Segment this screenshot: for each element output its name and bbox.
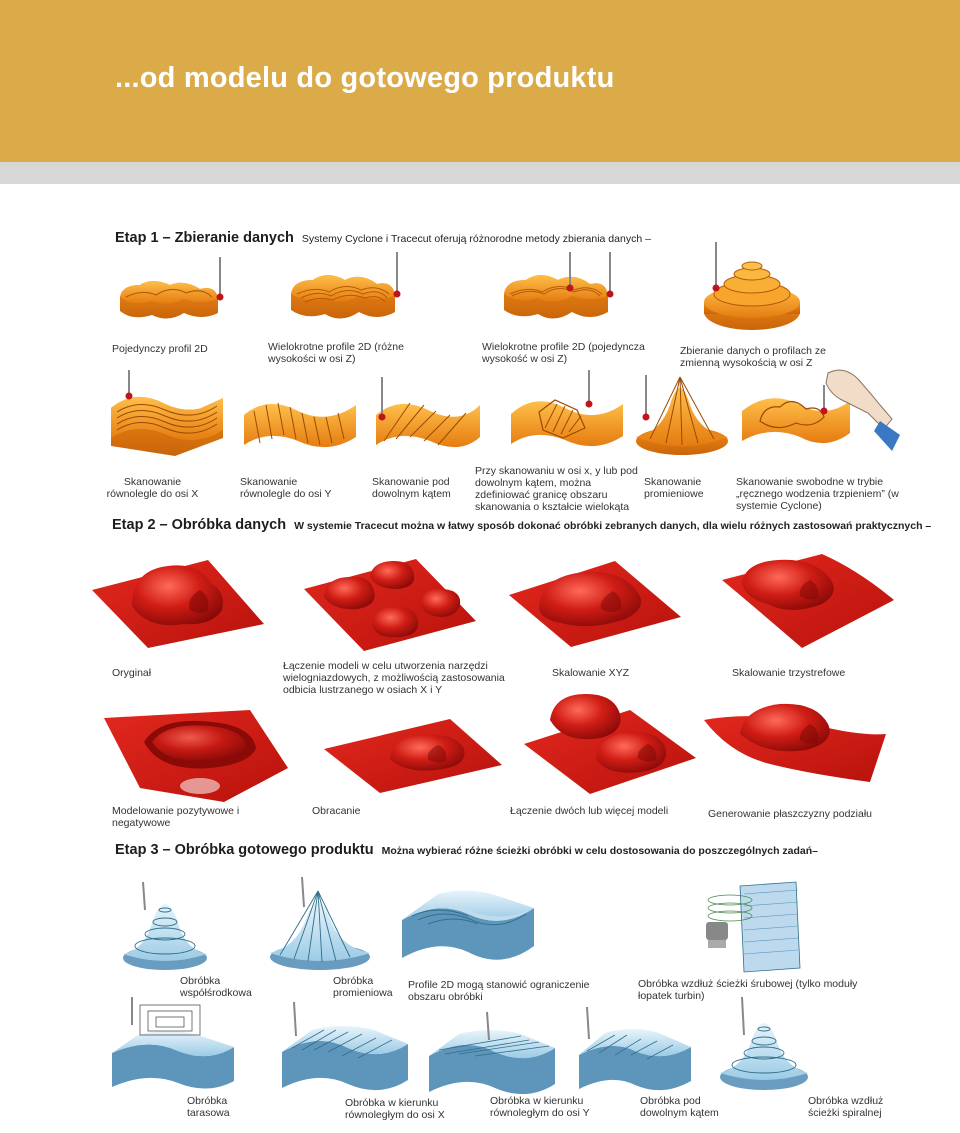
caption-e1-r2-6: Skanowanie swobodne w trybie „ręcznego wodzenia trzpieniem” (w systemie Cyclone): [736, 476, 899, 512]
title-banner: [0, 0, 960, 162]
caption-e3-r2-4: Obróbka pod dowolnym kątem: [640, 1095, 719, 1119]
illustration-concentric-machining: [115, 880, 215, 975]
illustration-parallel-y-machining: [425, 1010, 560, 1100]
etap2-heading: [112, 517, 931, 533]
illustration-xyz-scaling: [505, 545, 685, 650]
caption-e3-r2-1: Obróbka tarasowa: [187, 1095, 230, 1119]
illustration-spiral-machining: [712, 995, 817, 1095]
caption-e3-r1-1: Obróbka współśrodkowa: [180, 975, 252, 999]
caption-e1-r2-2: Skanowanie równolegle do osi Y: [240, 476, 332, 500]
etap2-title: Etap 2 – Obróbka danych: [112, 517, 287, 533]
caption-e1-r1-3: Wielokrotne profile 2D (pojedyncza wysokość w osi Z): [482, 341, 645, 365]
etap1-title: Etap 1 – Zbieranie danych: [115, 230, 294, 246]
caption-e1-r2-3: Skanowanie pod dowolnym kątem: [372, 476, 451, 500]
illustration-terrace-machining: [108, 995, 238, 1095]
caption-e1-r2-4: Przy skanowaniu w osi x, y lub pod dowolnym kątem, można zdefiniować granicę obszaru skanowania o kształcie wielokąta: [475, 465, 638, 513]
illustration-scan-any-angle: [370, 375, 485, 465]
caption-e2-r2-4: Generowanie płaszczyzny podziału: [708, 808, 873, 820]
illustration-scan-polygon-boundary: [505, 368, 630, 463]
caption-e1-r2-5: Skanowanie promieniowe: [644, 476, 704, 500]
etap3-heading: [115, 842, 818, 858]
illustration-rotation: [320, 715, 505, 795]
page-title: ...od modelu do gotowego produktu: [115, 62, 615, 94]
etap3-title: Etap 3 – Obróbka gotowego produktu: [115, 842, 374, 858]
illustration-single-2d-profile: [112, 255, 232, 335]
caption-e3-r2-5: Obróbka wzdłuż ścieżki spiralnej: [808, 1095, 884, 1119]
caption-e3-r1-4: Obróbka wzdłuż ścieżki śrubowej (tylko moduły łopatek turbin): [638, 978, 858, 1002]
illustration-parallel-x-machining: [278, 1000, 413, 1100]
caption-e3-r1-2: Obróbka promieniowa: [333, 975, 393, 999]
caption-e3-r2-2: Obróbka w kierunku równoległym do osi X: [345, 1097, 445, 1121]
illustration-any-angle-machining: [575, 1005, 695, 1100]
caption-e2-r2-2: Obracanie: [312, 805, 361, 817]
illustration-parting-plane: [700, 690, 890, 790]
caption-e2-r2-3: Łączenie dwóch lub więcej modeli: [510, 805, 669, 817]
caption-e2-r1-1: Oryginał: [112, 667, 152, 679]
caption-e2-r2-1: Modelowanie pozytywowe i negatywowe: [112, 805, 240, 829]
caption-e3-r1-3: Profile 2D mogą stanowić ograniczenie obszaru obróbki: [408, 979, 590, 1003]
illustration-multi-2d-profiles-single-z: [498, 250, 623, 335]
illustration-scan-parallel-y: [238, 375, 363, 465]
etap3-description: Można wybierać różne ścieżki obróbki w celu dostosowania do poszczególnych zadań–: [381, 845, 819, 857]
etap1-description: Systemy Cyclone i Tracecut oferują różnorodne metody zbierania danych –: [301, 233, 651, 245]
caption-e1-r2-1: Skanowanie równolegle do osi X: [106, 476, 199, 500]
illustration-scan-radial: [630, 365, 730, 465]
illustration-scan-freehand: [740, 365, 900, 465]
caption-e3-r2-3: Obróbka w kierunku równoległym do osi Y: [490, 1095, 590, 1119]
caption-e2-r1-4: Skalowanie trzystrefowe: [732, 667, 846, 679]
illustration-original-model: [88, 540, 268, 650]
illustration-join-models: [520, 688, 700, 798]
caption-e2-r1-3: Skalowanie XYZ: [552, 667, 630, 679]
caption-e1-r1-1: Pojedynczy profil 2D: [112, 343, 208, 355]
divider-band: [0, 162, 960, 184]
caption-e2-r1-2: Łączenie modeli w celu utworzenia narzędzi wielogniazdowych, z możliwością zastosowania odbicia lustrzanego w osiach X i Y: [283, 660, 505, 696]
illustration-scan-parallel-x: [105, 368, 230, 463]
illustration-2d-boundary-machining: [398, 880, 538, 975]
illustration-radial-machining: [260, 875, 380, 975]
etap2-description: W systemie Tracecut można w łatwy sposób dokonać obróbki zebranych danych, dla wielu różnych zastosowań praktycznych –: [294, 520, 932, 532]
illustration-positive-negative: [100, 708, 290, 803]
caption-e1-r1-2: Wielokrotne profile 2D (różne wysokości w osi Z): [268, 341, 404, 365]
illustration-three-zone-scaling: [718, 540, 898, 650]
illustration-multi-2d-profiles-z: [285, 250, 410, 335]
illustration-helical-machining: [700, 880, 810, 975]
illustration-variable-z-profiles: [700, 240, 805, 340]
caption-e1-r1-4: Zbieranie danych o profilach ze zmienną wysokością w osi Z: [680, 345, 826, 369]
etap1-heading: [115, 230, 651, 246]
illustration-multi-cavity-tool: [300, 545, 480, 655]
